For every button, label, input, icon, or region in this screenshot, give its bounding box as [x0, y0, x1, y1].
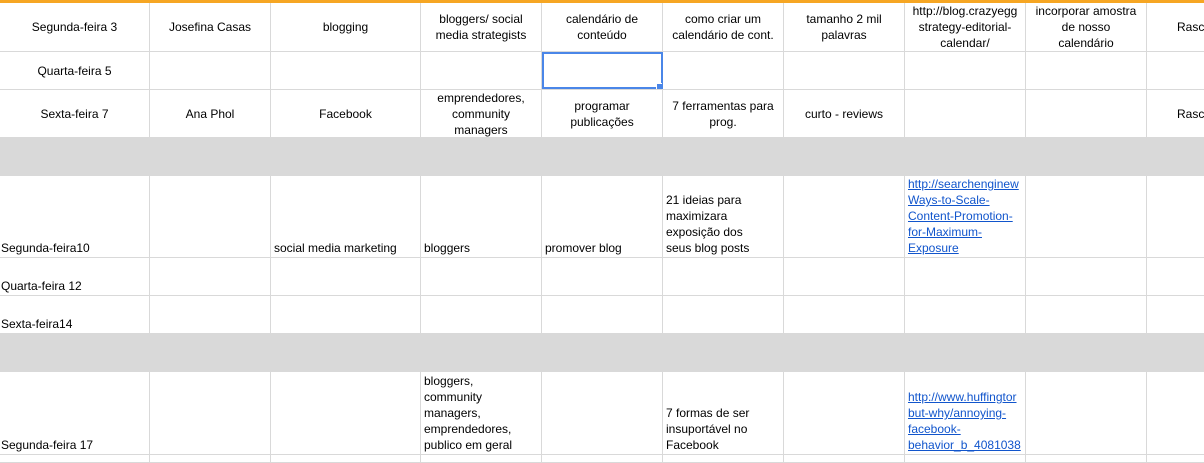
separator-row — [0, 138, 1204, 176]
cell-audience[interactable] — [421, 52, 542, 89]
cell-day[interactable]: Segunda-feira 17 — [0, 372, 150, 454]
cell-goal[interactable] — [542, 258, 663, 295]
cell-audience[interactable] — [421, 455, 542, 462]
cell-topic[interactable] — [271, 334, 421, 371]
cell-notes[interactable] — [1026, 455, 1147, 462]
table-row — [0, 455, 1204, 463]
cell-status[interactable] — [1147, 258, 1204, 295]
table-row — [0, 52, 1204, 90]
cell-format[interactable] — [784, 52, 905, 89]
table-row — [0, 258, 1204, 296]
selected-cell[interactable] — [542, 52, 663, 89]
table-row — [0, 3, 1204, 52]
cell-format[interactable] — [784, 296, 905, 333]
cell-audience[interactable]: bloggers/ social media strategists — [421, 3, 542, 51]
cell-goal[interactable] — [542, 455, 663, 462]
cell-notes[interactable] — [1026, 372, 1147, 454]
cell-day[interactable]: Segunda-feira10 — [0, 176, 150, 257]
cell-topic[interactable]: Facebook — [271, 90, 421, 137]
table-row — [0, 90, 1204, 138]
cell-status[interactable] — [1147, 296, 1204, 333]
cell-title[interactable]: 7 ferramentas para prog. — [663, 90, 784, 137]
cell-topic[interactable] — [271, 258, 421, 295]
cell-topic[interactable] — [271, 138, 421, 175]
cell-title[interactable]: 21 ideias para maximizara exposição dos seus blog posts — [663, 176, 784, 257]
cell-audience[interactable] — [421, 138, 542, 175]
cell-audience[interactable] — [421, 296, 542, 333]
cell-goal[interactable] — [542, 372, 663, 454]
cell-notes[interactable] — [1026, 90, 1147, 137]
cell-title[interactable] — [663, 52, 784, 89]
cell-title[interactable]: 7 formas de ser insuportável no Facebook — [663, 372, 784, 454]
cell-audience[interactable]: emprendedores, community managers — [421, 90, 542, 137]
cell-goal[interactable] — [542, 296, 663, 333]
cell-author[interactable] — [150, 334, 271, 371]
cell-day[interactable]: Quarta-feira 5 — [0, 52, 150, 89]
cell-status[interactable] — [1147, 334, 1204, 371]
cell-day[interactable] — [0, 138, 150, 175]
cell-goal[interactable]: programar publicações — [542, 90, 663, 137]
cell-format[interactable] — [784, 138, 905, 175]
cell-notes[interactable] — [1026, 138, 1147, 175]
cell-format[interactable]: curto - reviews — [784, 90, 905, 137]
cell-status[interactable] — [1147, 372, 1204, 454]
cell-reference[interactable] — [905, 334, 1026, 371]
cell-reference[interactable] — [905, 52, 1026, 89]
cell-author[interactable] — [150, 372, 271, 454]
cell-format[interactable] — [784, 176, 905, 257]
cell-status[interactable]: Rasc — [1147, 3, 1204, 51]
cell-author[interactable] — [150, 258, 271, 295]
spreadsheet-grid — [0, 3, 1204, 463]
cell-reference[interactable]: http://blog.crazyegg strategy-editorial- calendar/ — [905, 3, 1026, 51]
table-row — [0, 372, 1204, 455]
cell-status[interactable] — [1147, 52, 1204, 89]
cell-notes[interactable] — [1026, 176, 1147, 257]
cell-format[interactable] — [784, 455, 905, 462]
cell-reference[interactable] — [905, 455, 1026, 462]
cell-reference[interactable] — [905, 138, 1026, 175]
cell-author[interactable] — [150, 176, 271, 257]
cell-day[interactable] — [0, 455, 150, 462]
reference-link[interactable]: http://www.huffingtor but-why/annoying- facebook- behavior_b_4081038 — [905, 372, 1026, 454]
reference-link[interactable]: http://searchenginew Ways-to-Scale- Content-Promotion- for-Maximum- Exposure — [905, 176, 1026, 257]
table-row — [0, 176, 1204, 258]
cell-status[interactable] — [1147, 455, 1204, 462]
cell-title[interactable] — [663, 296, 784, 333]
cell-author[interactable]: Ana Phol — [150, 90, 271, 137]
cell-title[interactable] — [663, 138, 784, 175]
cell-goal[interactable] — [542, 334, 663, 371]
cell-notes[interactable] — [1026, 334, 1147, 371]
cell-goal[interactable]: calendário de conteúdo — [542, 3, 663, 51]
cell-goal[interactable]: promover blog — [542, 176, 663, 257]
cell-goal[interactable] — [542, 138, 663, 175]
cell-status[interactable] — [1147, 138, 1204, 175]
cell-day[interactable] — [0, 334, 150, 371]
cell-reference[interactable] — [905, 90, 1026, 137]
cell-topic[interactable]: blogging — [271, 3, 421, 51]
cell-audience[interactable] — [421, 258, 542, 295]
cell-format[interactable]: tamanho 2 mil palavras — [784, 3, 905, 51]
cell-notes[interactable] — [1026, 258, 1147, 295]
cell-author[interactable] — [150, 138, 271, 175]
cell-audience[interactable]: bloggers — [421, 176, 542, 257]
cell-topic[interactable] — [271, 372, 421, 454]
cell-title[interactable] — [663, 334, 784, 371]
cell-format[interactable] — [784, 334, 905, 371]
cell-author[interactable] — [150, 296, 271, 333]
cell-title[interactable] — [663, 258, 784, 295]
table-row — [0, 296, 1204, 334]
cell-day[interactable]: Quarta-feira 12 — [0, 258, 150, 295]
cell-topic[interactable]: social media marketing — [271, 176, 421, 257]
cell-day[interactable]: Sexta-feira14 — [0, 296, 150, 333]
cell-author[interactable]: Josefina Casas — [150, 3, 271, 51]
cell-audience[interactable]: bloggers, community managers, emprendedores, publico em geral — [421, 372, 542, 454]
cell-topic[interactable] — [271, 455, 421, 462]
cell-notes[interactable]: incorporar amostra de nosso calendário — [1026, 3, 1147, 51]
cell-topic[interactable] — [271, 296, 421, 333]
cell-title[interactable]: como criar um calendário de cont. — [663, 3, 784, 51]
cell-author[interactable] — [150, 455, 271, 462]
cell-author[interactable] — [150, 52, 271, 89]
cell-format[interactable] — [784, 258, 905, 295]
cell-title[interactable] — [663, 455, 784, 462]
cell-day[interactable]: Sexta-feira 7 — [0, 90, 150, 137]
cell-status[interactable]: Rasc — [1147, 90, 1204, 137]
cell-day[interactable]: Segunda-feira 3 — [0, 3, 150, 51]
cell-status[interactable] — [1147, 176, 1204, 257]
cell-audience[interactable] — [421, 334, 542, 371]
cell-topic[interactable] — [271, 52, 421, 89]
cell-format[interactable] — [784, 372, 905, 454]
cell-reference[interactable] — [905, 258, 1026, 295]
separator-row — [0, 334, 1204, 372]
cell-notes[interactable] — [1026, 52, 1147, 89]
cell-reference[interactable] — [905, 296, 1026, 333]
cell-notes[interactable] — [1026, 296, 1147, 333]
